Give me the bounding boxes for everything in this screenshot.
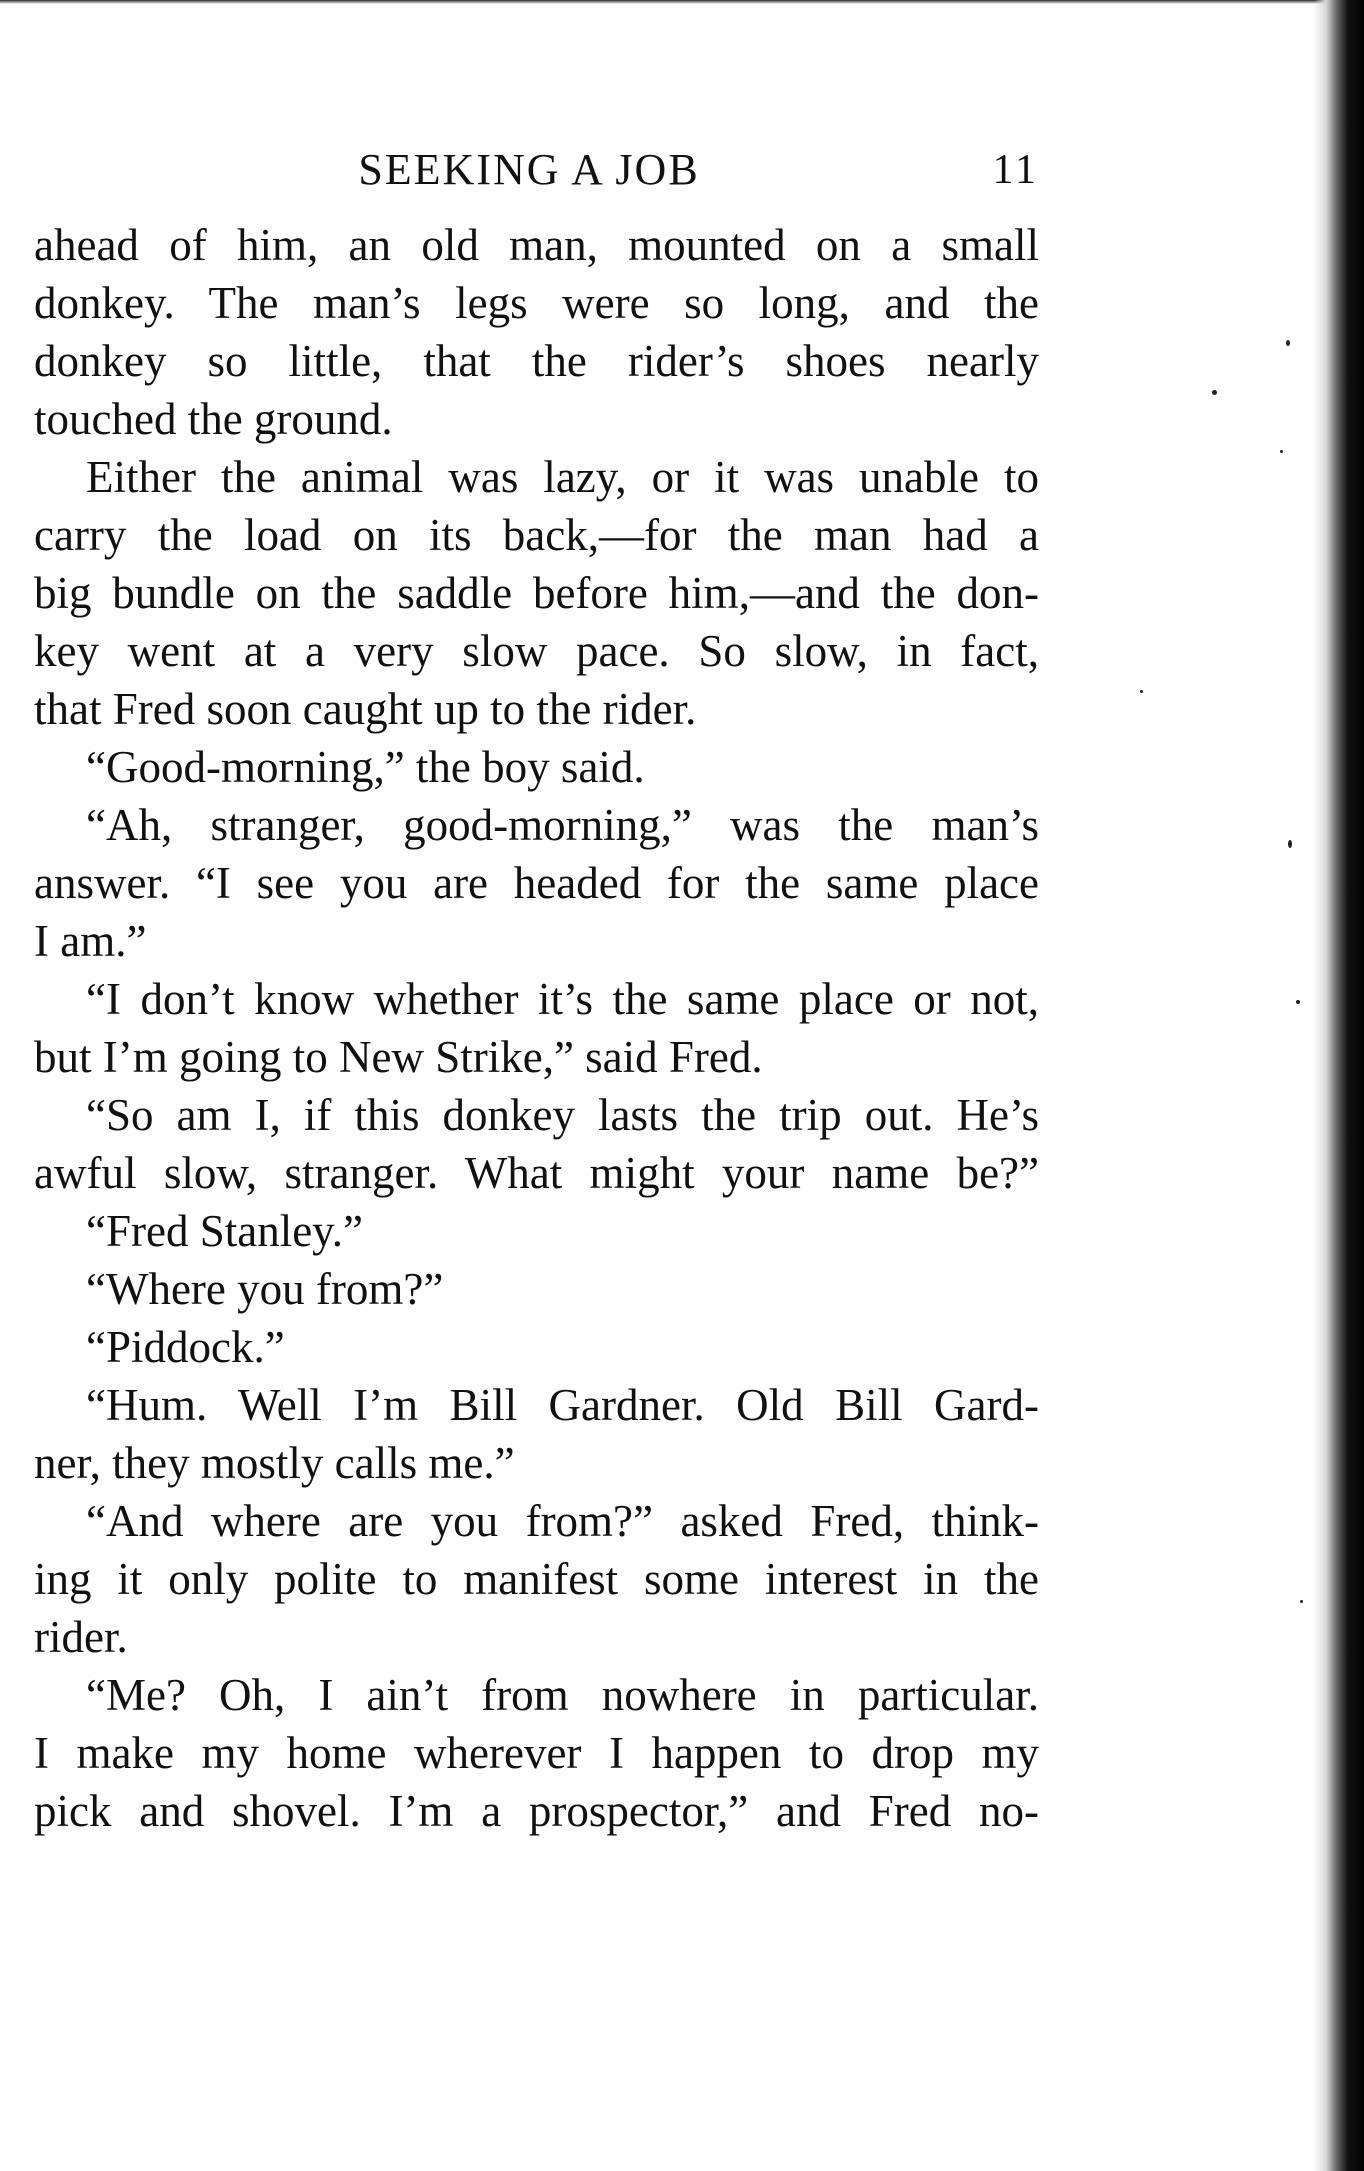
text-line: big bundle on the saddle before him,—and the don- [34,568,1039,618]
text-line: I am.” [34,916,147,966]
text-line: “So am I, if this donkey lasts the trip out. He’s [86,1090,1039,1140]
scan-speck [1280,450,1283,453]
scan-speck [1140,690,1143,693]
scan-speck [1300,1600,1303,1603]
text-line: “And where are you from?” asked Fred, think- [86,1496,1039,1546]
page-number: 11 [992,147,1039,193]
text-line: key went at a very slow pace. So slow, in fact, [34,626,1039,676]
text-line: “Piddock.” [86,1322,285,1372]
text-line: rider. [34,1612,128,1662]
scan-speck [1212,390,1217,395]
text-line: I make my home wherever I happen to drop my [34,1728,1039,1778]
text-line: “Ah, stranger, good-morning,” was the man’s [86,800,1039,850]
text-line: touched the ground. [34,394,393,444]
text-line: awful slow, stranger. What might your name be?” [34,1148,1039,1198]
text-line: “Where you from?” [86,1264,444,1314]
text-line: ahead of him, an old man, mounted on a small [34,220,1039,270]
text-line: ner, they mostly calls me.” [34,1438,515,1488]
text-line: Either the animal was lazy, or it was unable to [86,452,1039,502]
scan-speck [1296,1000,1300,1004]
text-line: ing it only polite to manifest some interest in the [34,1554,1039,1604]
text-line: answer. “I see you are headed for the same place [34,858,1039,908]
text-line: pick and shovel. I’m a prospector,” and Fred no- [34,1786,1039,1836]
scan-speck [1286,340,1290,346]
text-line: donkey. The man’s legs were so long, and the [34,278,1039,328]
page-top-edge [0,0,1364,4]
running-title: SEEKING A JOB [358,145,700,194]
text-line: carry the load on its back,—for the man had a [34,510,1039,560]
text-line: “Fred Stanley.” [86,1206,363,1256]
text-line: “Hum. Well I’m Bill Gardner. Old Bill Gard- [86,1380,1039,1430]
scan-speck [1288,840,1292,848]
text-line: “Me? Oh, I ain’t from nowhere in particular. [86,1670,1039,1720]
text-line: “Good-morning,” the boy said. [86,742,645,792]
text-line: donkey so little, that the rider’s shoes nearly [34,336,1039,386]
page-binding-shadow [1314,0,1364,2171]
body-text [34,216,1039,1840]
text-line: but I’m going to New Strike,” said Fred. [34,1032,763,1082]
text-line: “I don’t know whether it’s the same place or not, [86,974,1039,1024]
text-line: that Fred soon caught up to the rider. [34,684,697,734]
running-head [34,140,1039,200]
